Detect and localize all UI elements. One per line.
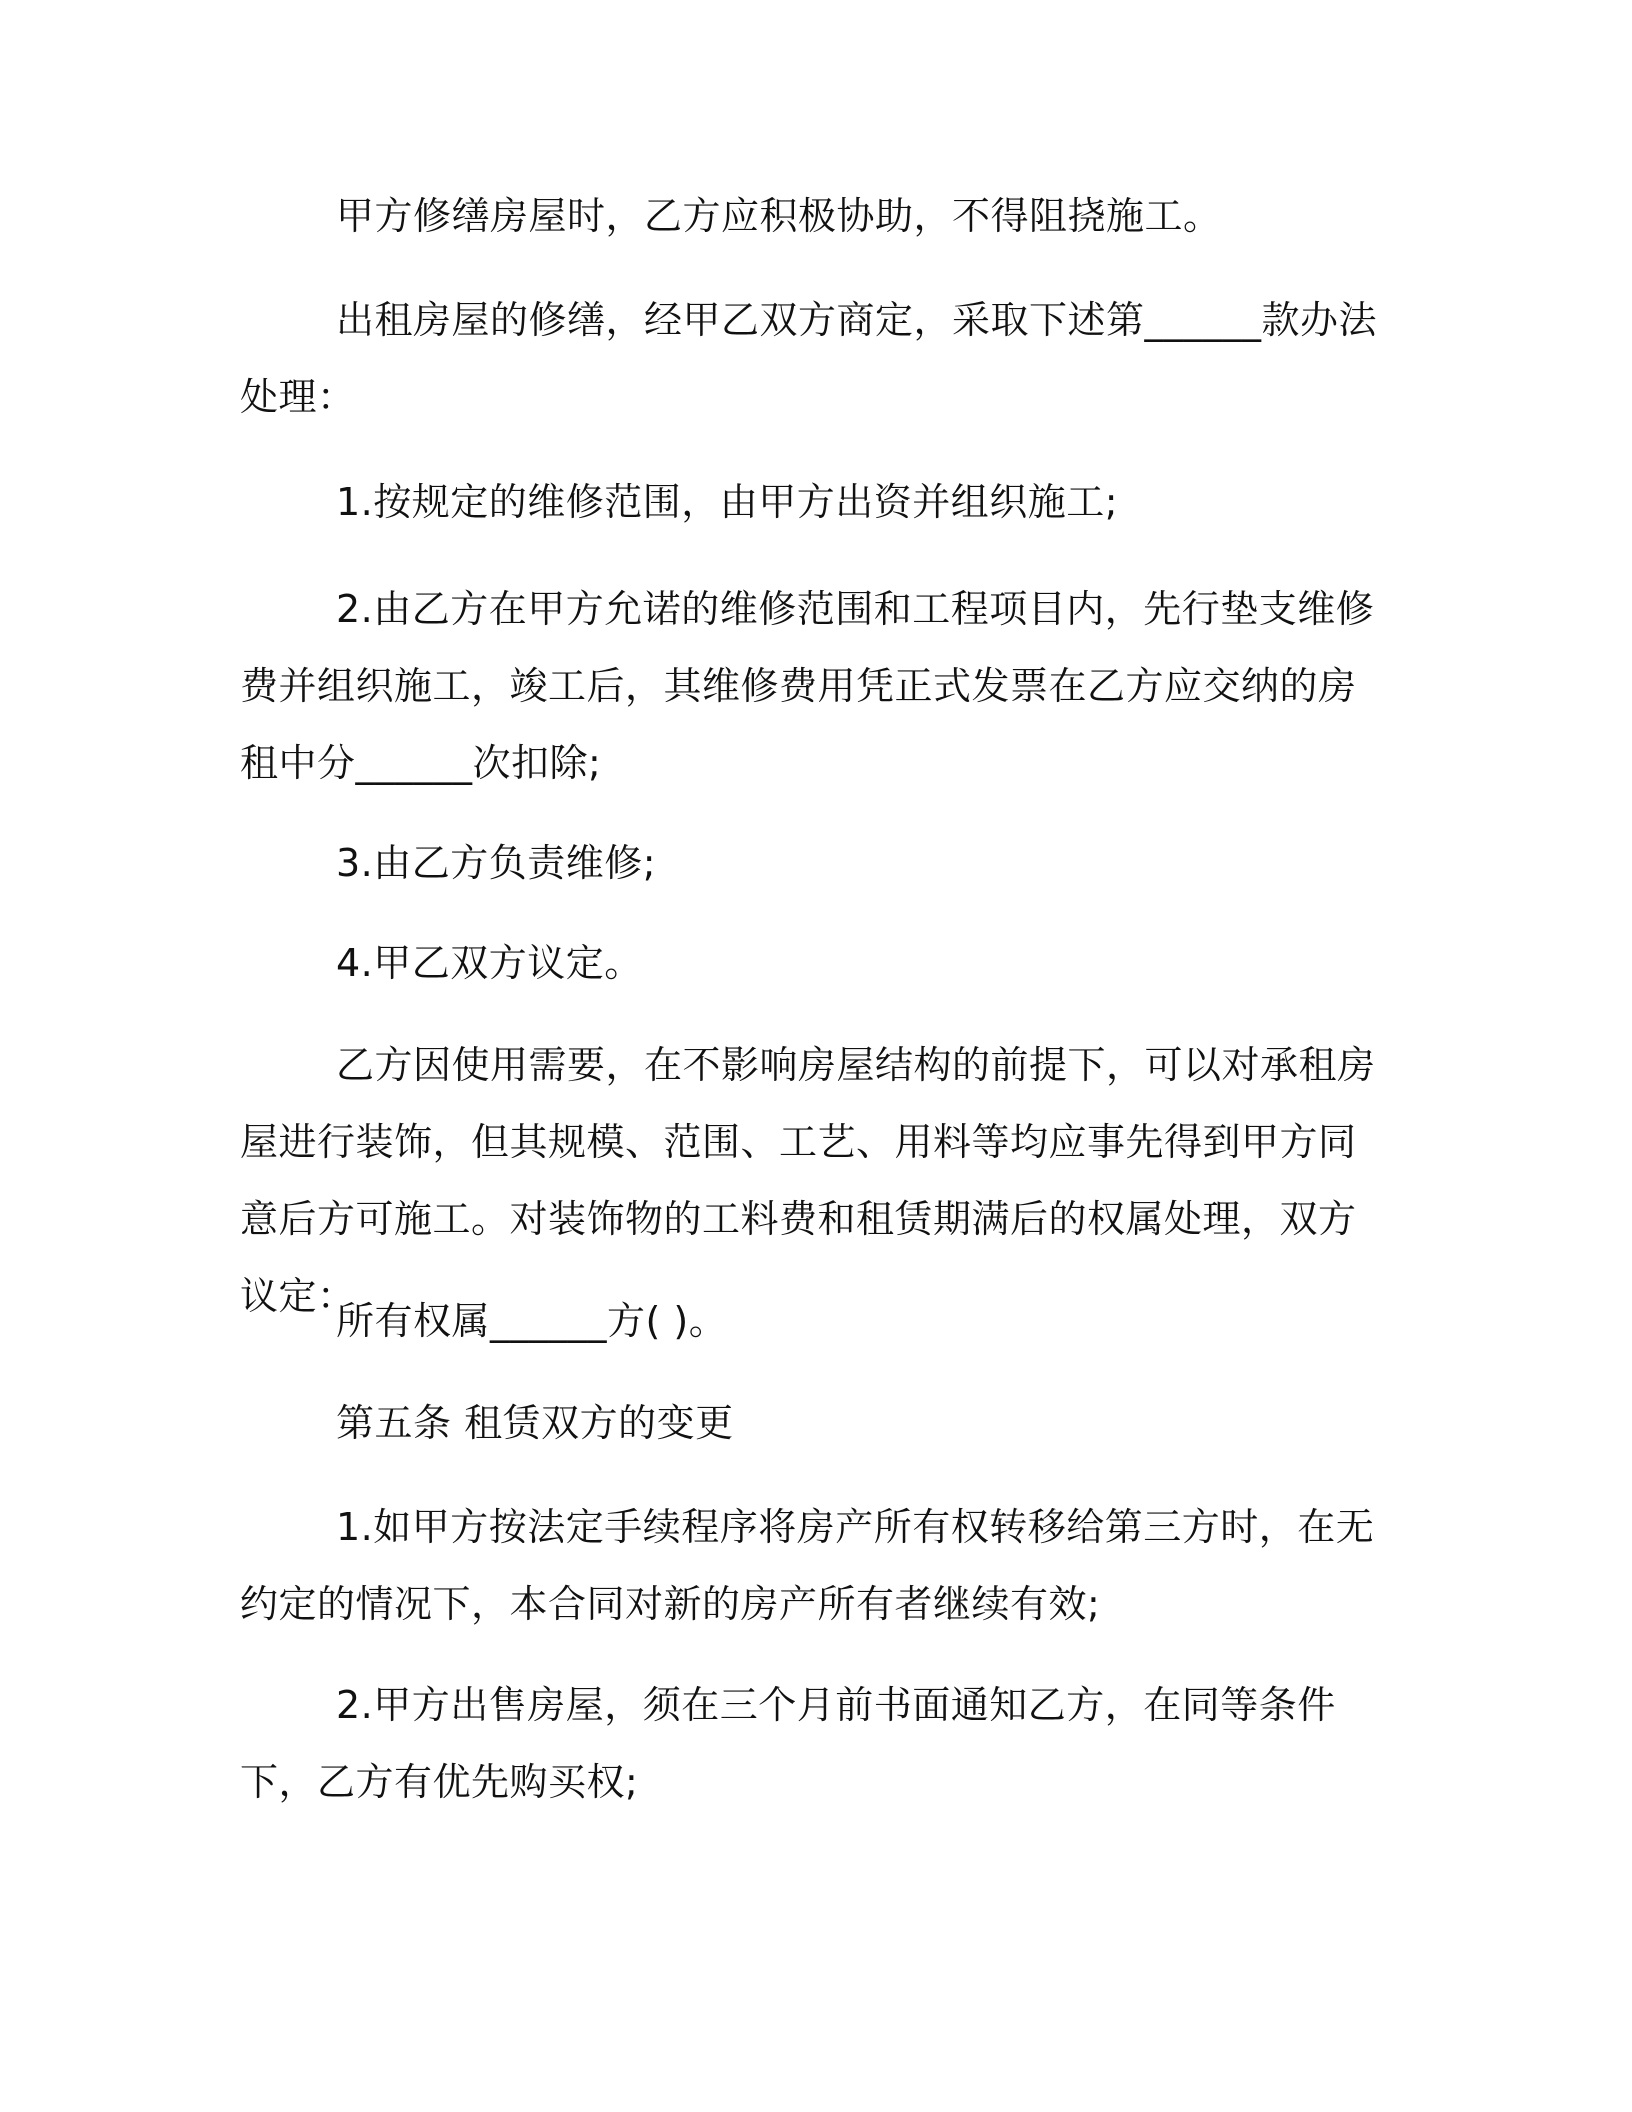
paragraph-option-1: 1.按规定的维修范围，由甲方出资并组织施工; <box>336 480 1119 524</box>
paragraph-option-4: 4.甲乙双方议定。 <box>336 941 643 985</box>
paragraph-ownership: 所有权属______方( )。 <box>336 1299 728 1343</box>
paragraph-repair-method: 出租房屋的修缮，经甲乙双方商定，采取下述第______款办法处理： <box>240 298 1378 419</box>
paragraph-sale-notice: 2.甲方出售房屋，须在三个月前书面通知乙方，在同等条件下，乙方有优先购买权; <box>240 1683 1336 1804</box>
paragraph-repair-assistance: 甲方修缮房屋时，乙方应积极协助，不得阻挠施工。 <box>336 194 1222 238</box>
paragraph-transfer: 1.如甲方按法定手续程序将房产所有权转移给第三方时，在无约定的情况下，本合同对新的房产所有者继续有效; <box>240 1505 1375 1626</box>
paragraph-option-2: 2.由乙方在甲方允诺的维修范围和工程项目内，先行垫支维修费并组织施工，竣工后，其维修费用凭正式发票在乙方应交纳的房租中分______次扣除; <box>240 587 1375 785</box>
section-heading-article-5: 第五条 租赁双方的变更 <box>336 1401 734 1445</box>
paragraph-option-3: 3.由乙方负责维修; <box>336 841 657 885</box>
paragraph-decoration: 乙方因使用需要，在不影响房屋结构的前提下，可以对承租房屋进行装饰，但其规模、范围、工艺、用料等均应事先得到甲方同意后方可施工。对装饰物的工料费和租赁期满后的权属处理，双方议定： <box>240 1043 1376 1318</box>
